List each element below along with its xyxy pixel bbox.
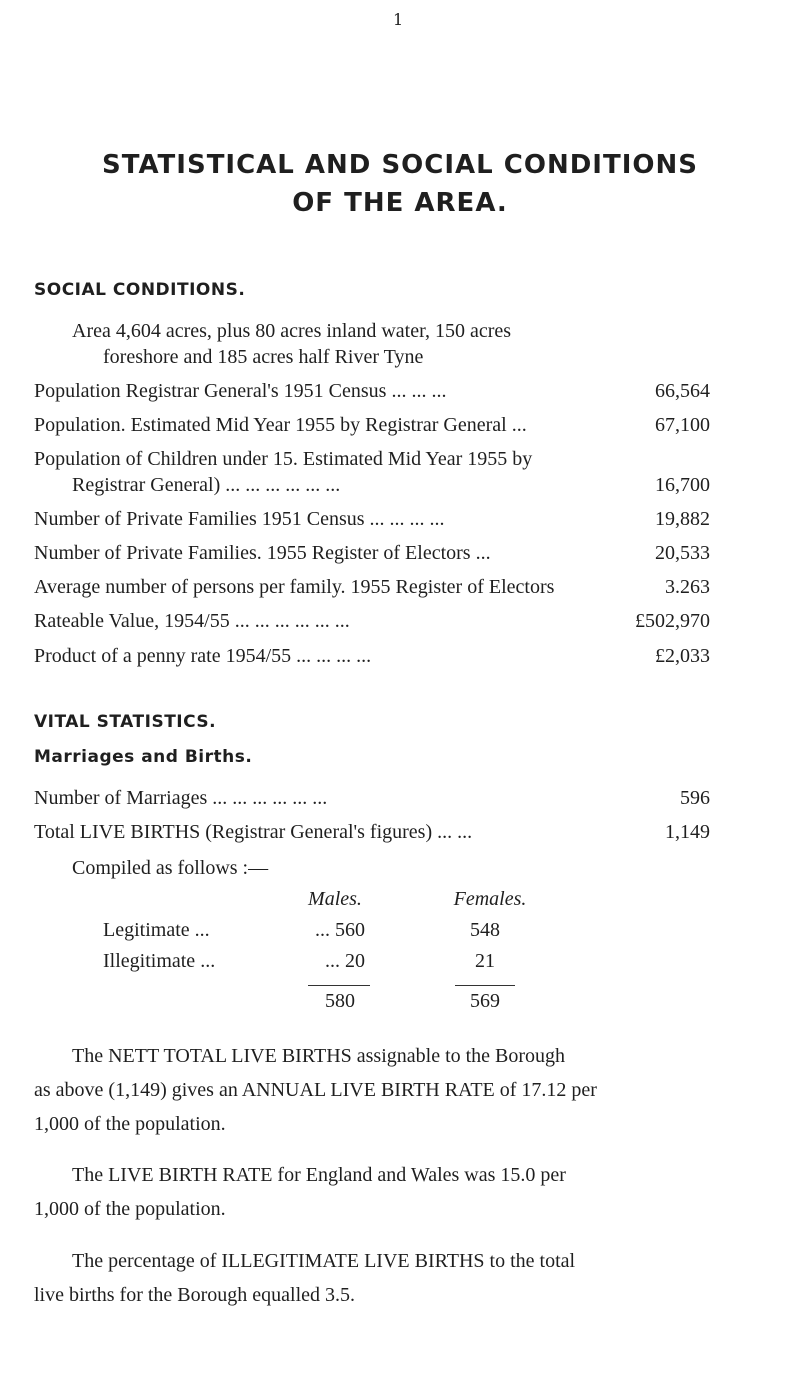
row-value: 67,100 [655,414,710,436]
table-cell-females: 21 [475,950,495,972]
total-rule-males [308,985,370,986]
paragraph-line: The LIVE BIRTH RATE for England and Wales was 15.0 per [72,1164,566,1186]
table-row-label: Illegitimate ... [103,950,216,972]
row-label: Number of Private Families. 1955 Register of Electors ... [34,542,491,564]
marriages-value: 596 [680,787,710,809]
row-value: £502,970 [635,610,710,632]
total-males: 580 [325,990,355,1012]
marriages-births-subheading: Marriages and Births. [34,747,253,767]
table-cell-males: ... 20 [325,950,365,972]
row-label: Population. Estimated Mid Year 1955 by Registrar General ... [34,414,527,436]
paragraph-line: 1,000 of the population. [34,1113,226,1135]
compiled-label: Compiled as follows :— [72,857,269,879]
row-label: Number of Private Families 1951 Census ... ... ... ... [34,508,445,530]
paragraph-line: as above (1,149) gives an ANNUAL LIVE BIRTH RATE of 17.12 per [34,1079,597,1101]
page-number: 1 [393,10,404,29]
social-conditions-heading: SOCIAL CONDITIONS. [34,280,246,300]
table-cell-males: ... 560 [315,919,365,941]
row-label: Population Registrar General's 1951 Census ... ... ... [34,380,447,402]
row-label: Average number of persons per family. 1955 Register of Electors [34,576,555,598]
page-title: STATISTICAL AND SOCIAL CONDITIONS [102,150,698,180]
row-value: 3.263 [665,576,710,598]
row-value: 66,564 [655,380,710,402]
row-label: Registrar General) ... ... ... ... ... ... [72,474,341,496]
total-rule-females [455,985,515,986]
row-label: Population of Children under 15. Estimated Mid Year 1955 by [34,448,533,470]
area-line-1: Area 4,604 acres, plus 80 acres inland water, 150 acres [72,320,512,342]
paragraph-line: 1,000 of the population. [34,1198,226,1220]
page-title-line2: OF THE AREA. [292,188,508,218]
marriages-label: Number of Marriages ... ... ... ... ... ... [34,787,328,809]
col-header-females: Females. [453,888,527,910]
births-value: 1,149 [665,821,710,843]
births-label: Total LIVE BIRTHS (Registrar General's figures) ... ... [34,821,473,843]
vital-statistics-heading: VITAL STATISTICS. [34,712,217,732]
col-header-males: Males. [308,888,362,910]
row-value: 20,533 [655,542,710,564]
paragraph-line: The percentage of ILLEGITIMATE LIVE BIRTHS to the total [72,1250,576,1272]
total-females: 569 [470,990,500,1012]
table-cell-females: 548 [470,919,500,941]
paragraph-line: live births for the Borough equalled 3.5. [34,1284,356,1306]
row-value: 19,882 [655,508,710,530]
row-value: 16,700 [655,474,710,496]
row-label: Product of a penny rate 1954/55 ... ... ... ... [34,645,372,667]
table-row-label: Legitimate ... [103,919,210,941]
row-label: Rateable Value, 1954/55 ... ... ... ... ... ... [34,610,350,632]
paragraph-line: The NETT TOTAL LIVE BIRTHS assignable to the Borough [72,1045,566,1067]
area-line-2: foreshore and 185 acres half River Tyne [103,346,424,368]
row-value: £2,033 [655,645,710,667]
